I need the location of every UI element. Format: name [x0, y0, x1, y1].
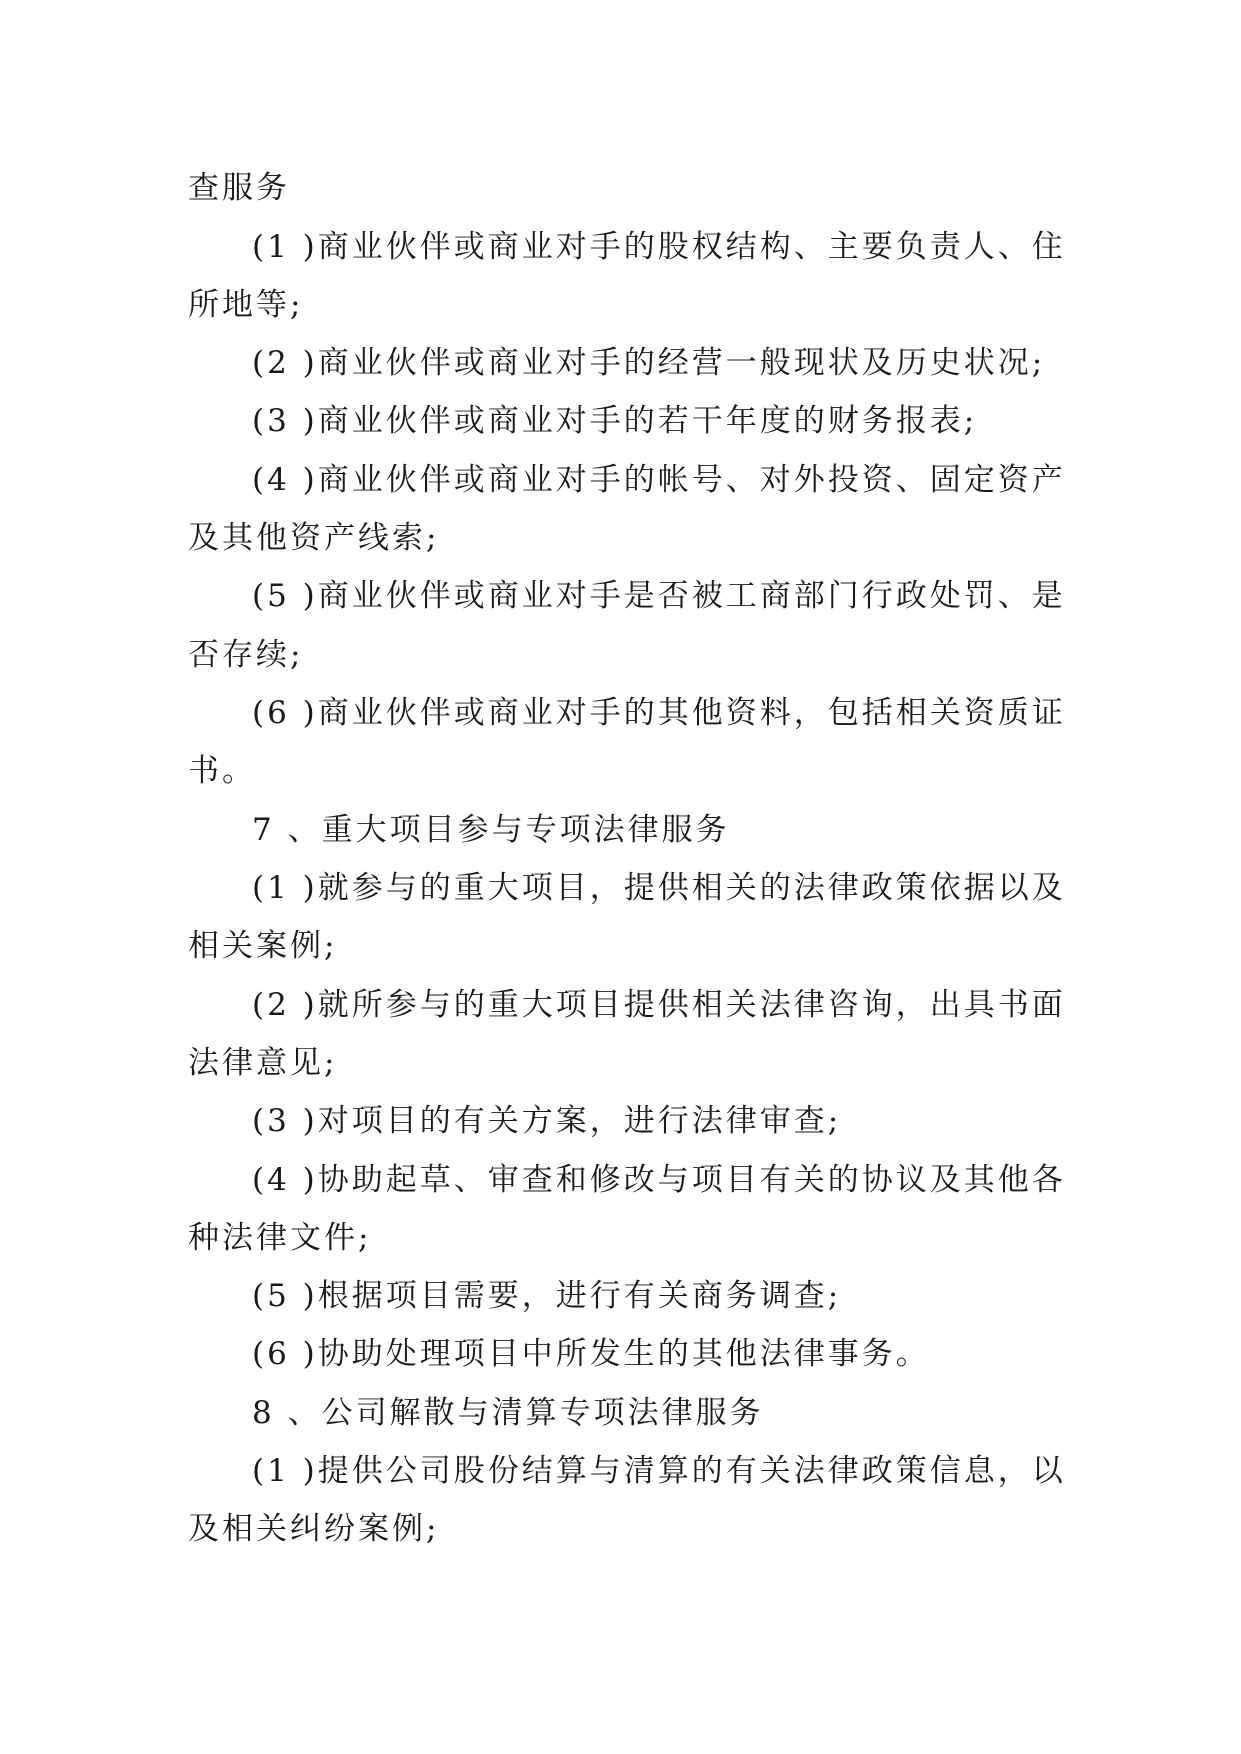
text-line-24: 及相关纠纷案例;: [188, 1511, 440, 1547]
text-line-15: (2 )就所参与的重大项目提供相关法律咨询，出具书面: [252, 987, 1066, 1023]
text-line-8: (5 )商业伙伴或商业对手是否被工商部门行政处罚、是: [252, 578, 1066, 614]
text-line-20: (5 )根据项目需要，进行有关商务调查;: [252, 1278, 842, 1314]
text-line-12: 7 、重大项目参与专项法律服务: [252, 812, 730, 848]
text-line-3: 所地等;: [188, 287, 304, 323]
text-line-2: (1 )商业伙伴或商业对手的股权结构、主要负责人、住: [252, 229, 1066, 265]
text-line-14: 相关案例;: [188, 928, 338, 964]
text-line-16: 法律意见;: [188, 1045, 338, 1081]
text-line-22: 8 、公司解散与清算专项法律服务: [252, 1395, 764, 1431]
text-line-18: (4 )协助起草、审查和修改与项目有关的协议及其他各: [252, 1162, 1066, 1198]
text-line-6: (4 )商业伙伴或商业对手的帐号、对外投资、固定资产: [252, 462, 1066, 498]
text-line-9: 否存续;: [188, 637, 304, 673]
text-line-4: (2 )商业伙伴或商业对手的经营一般现状及历史状况;: [252, 345, 1046, 381]
text-line-11: 书。: [188, 753, 256, 789]
text-line-5: (3 )商业伙伴或商业对手的若干年度的财务报表;: [252, 403, 978, 439]
text-line-13: (1 )就参与的重大项目，提供相关的法律政策依据以及: [252, 870, 1066, 906]
text-line-17: (3 )对项目的有关方案，进行法律审查;: [252, 1103, 842, 1139]
text-line-23: (1 )提供公司股份结算与清算的有关法律政策信息，以: [252, 1453, 1066, 1489]
text-line-10: (6 )商业伙伴或商业对手的其他资料，包括相关资质证: [252, 695, 1066, 731]
text-line-7: 及其他资产线索;: [188, 520, 440, 556]
text-line-19: 种法律文件;: [188, 1220, 372, 1256]
text-line-1: 查服务: [188, 170, 290, 206]
text-line-21: (6 )协助处理项目中所发生的其他法律事务。: [252, 1336, 930, 1372]
